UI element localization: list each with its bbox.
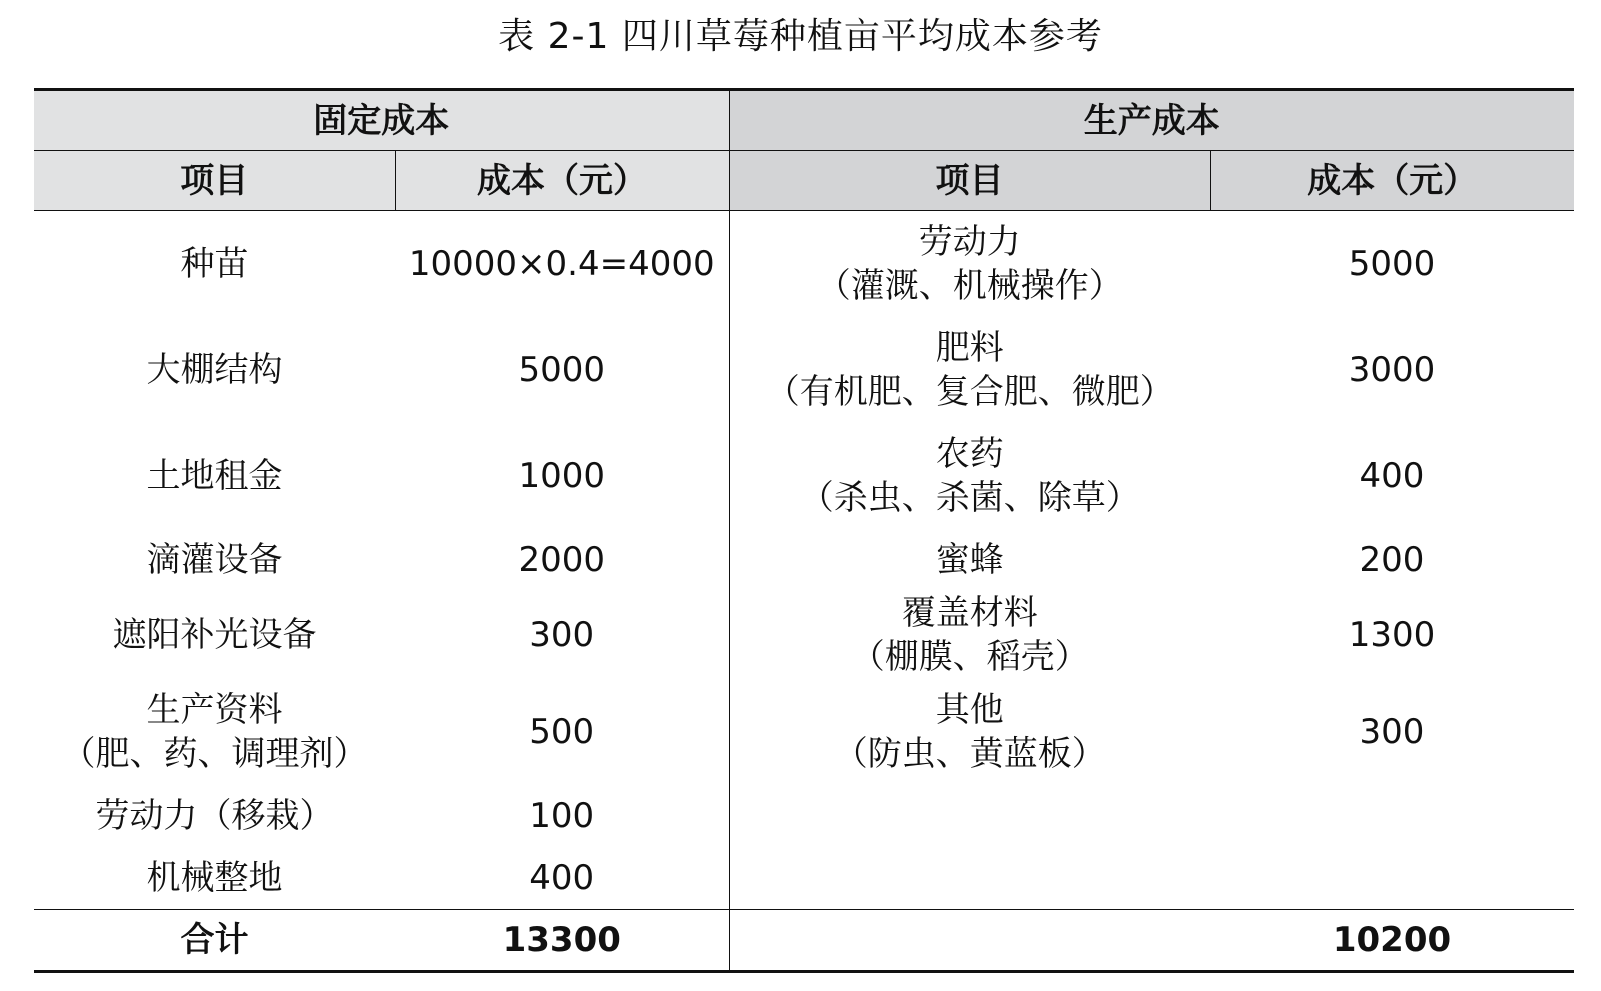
fixed-cost-cell: 100 (395, 785, 729, 847)
fixed-item-cell (34, 317, 395, 423)
fixed-item-header: 项目 (34, 151, 395, 211)
production-cost-cell: 1300 (1348, 615, 1436, 655)
fixed-cost-cell: 1000 (395, 423, 729, 529)
production-item-label: 农药 (935, 434, 1004, 474)
fixed-item-label: 土地租金 (146, 456, 283, 496)
table-row (34, 423, 1574, 529)
table-row (34, 317, 1574, 423)
fixed-item-label: 生产资料 (146, 690, 283, 730)
fixed-item-cell (34, 679, 395, 785)
production-item-label: 蜜蜂 (935, 540, 1004, 580)
table-row (34, 785, 1574, 847)
production-item-note: （杀虫、杀菌、除草） (799, 478, 1140, 518)
fixed-item-label: 机械整地 (146, 858, 283, 898)
production-item-cell (729, 679, 1210, 785)
production-cost-group-header: 生产成本 (729, 90, 1574, 151)
fixed-item-label: 遮阳补光设备 (112, 615, 317, 655)
fixed-item-cell (34, 785, 395, 847)
group-header-row (34, 90, 1574, 151)
fixed-cost-cell: 300 (395, 591, 729, 679)
production-item-cell (729, 591, 1210, 679)
cost-table (34, 88, 1574, 973)
production-item-cell (729, 529, 1210, 591)
production-item-note: （灌溉、机械操作） (816, 266, 1123, 306)
production-item-note: （棚膜、稻壳） (850, 637, 1089, 677)
production-cost-cell: 300 (1359, 712, 1425, 752)
column-header-row (34, 151, 1574, 211)
fixed-cost-group-header: 固定成本 (34, 90, 729, 151)
fixed-item-label: 种苗 (180, 244, 249, 284)
fixed-item-cell (34, 423, 395, 529)
production-item-label: 覆盖材料 (901, 593, 1038, 633)
fixed-item-cell (34, 529, 395, 591)
production-item-label: 肥料 (935, 328, 1004, 368)
table-row (34, 211, 1574, 318)
table-row (34, 847, 1574, 910)
production-item-cell (729, 847, 1210, 910)
fixed-cost-cell: 2000 (395, 529, 729, 591)
production-item-cell (729, 785, 1210, 847)
production-item-label: 劳动力 (918, 222, 1021, 262)
production-cost-cell: 3000 (1348, 350, 1436, 390)
fixed-cost-cell: 500 (395, 679, 729, 785)
fixed-cost-cell: 10000×0.4=4000 (395, 211, 729, 318)
fixed-item-label: 滴灌设备 (146, 540, 283, 580)
fixed-total: 13300 (395, 910, 729, 972)
production-item-note: （有机肥、复合肥、微肥） (765, 372, 1174, 412)
table-row (34, 591, 1574, 679)
production-total: 10200 (1210, 910, 1574, 972)
production-total-label (729, 910, 1210, 972)
total-label: 合计 (34, 910, 395, 972)
fixed-item-note: （肥、药、调理剂） (61, 734, 368, 774)
fixed-cost-cell: 400 (395, 847, 729, 910)
production-item-note: （防虫、黄蓝板） (833, 734, 1106, 774)
table-caption: 表 2-1 四川草莓种植亩平均成本参考 (498, 16, 1103, 57)
production-cost-cell (1210, 785, 1574, 847)
table-row (34, 529, 1574, 591)
production-cost-cell: 400 (1359, 456, 1425, 496)
total-row (34, 910, 1574, 972)
production-cost-header: 成本（元） (1210, 151, 1574, 211)
production-cost-cell: 5000 (1348, 244, 1436, 284)
production-cost-cell: 200 (1359, 540, 1425, 580)
fixed-cost-header: 成本（元） (395, 151, 729, 211)
production-item-cell (729, 211, 1210, 318)
fixed-item-cell (34, 847, 395, 910)
fixed-cost-cell: 5000 (395, 317, 729, 423)
production-cost-cell (1210, 847, 1574, 910)
production-item-header: 项目 (729, 151, 1210, 211)
fixed-item-label: 劳动力（移栽） (95, 796, 334, 836)
fixed-item-cell (34, 211, 395, 318)
production-item-cell (729, 317, 1210, 423)
production-item-cell (729, 423, 1210, 529)
production-item-label: 其他 (935, 690, 1004, 730)
fixed-item-label: 大棚结构 (146, 350, 283, 390)
table-row (34, 679, 1574, 785)
fixed-item-cell (34, 591, 395, 679)
